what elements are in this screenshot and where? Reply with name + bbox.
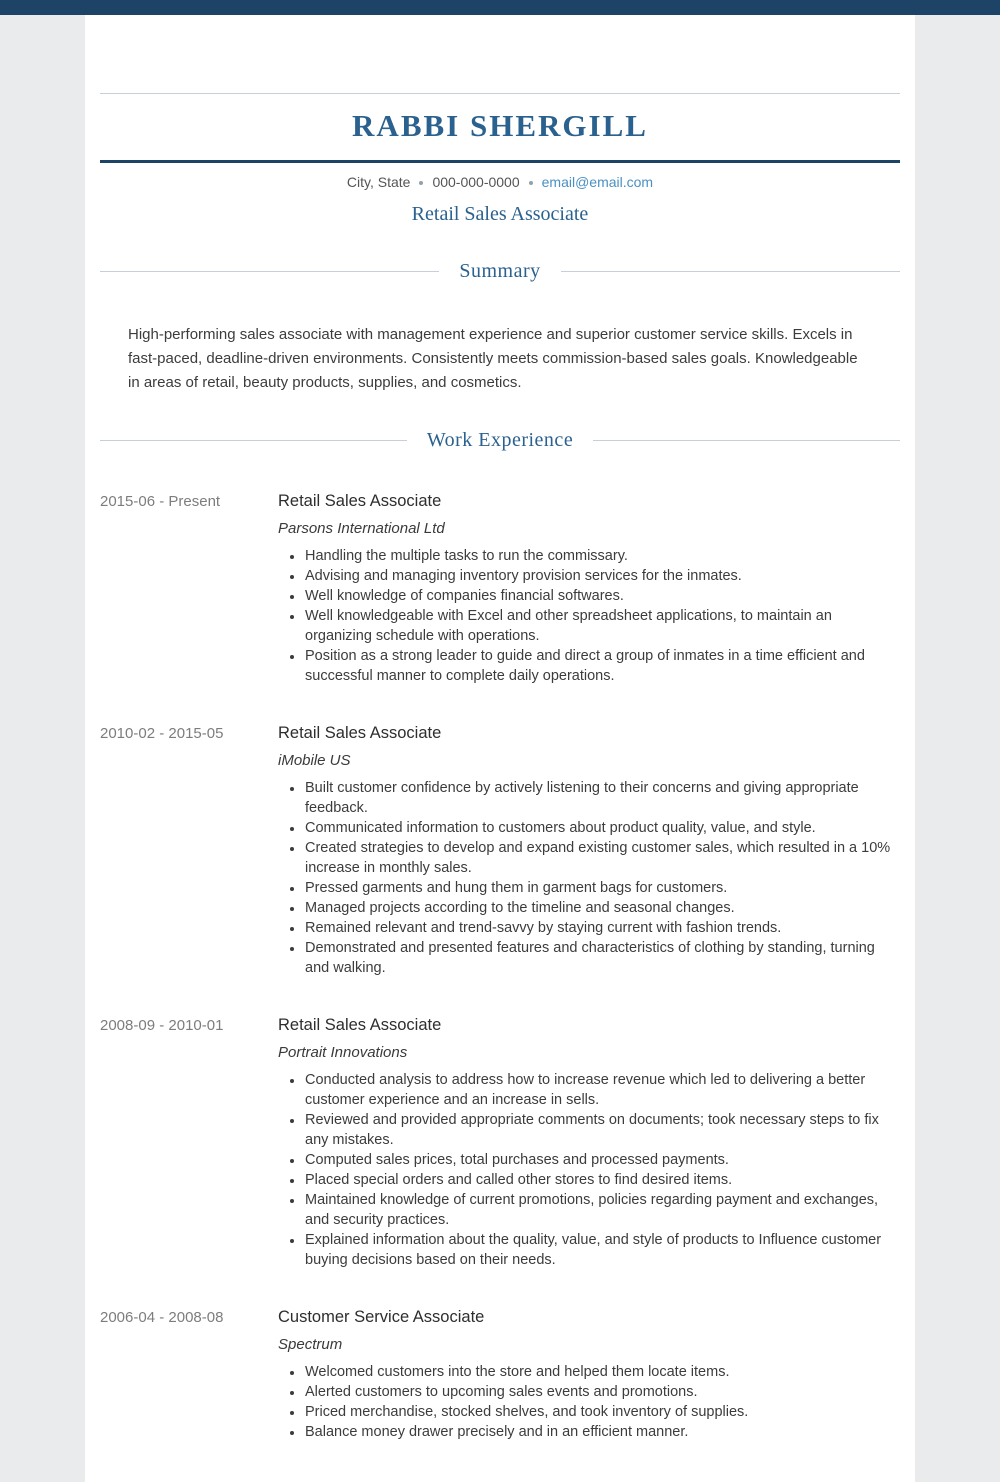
- job-company: Portrait Innovations: [278, 1044, 408, 1061]
- job-bullet: • Remained relevant and trend-savvy by staying current with fashion trends.: [304, 918, 900, 938]
- job-bullet: • Placed special orders and called other stores to find desired items.: [304, 1170, 900, 1190]
- summary-paragraph: High-performing sales associate with management experience and superior customer service skills. Excels in fast-paced, deadline-driven environments. Consistently meets commission-based sales goals. Knowledgeable in areas of retail, beauty products, supplies, and cosmetics.: [128, 326, 858, 391]
- job-title: Customer Service Associate: [278, 1308, 485, 1326]
- summary-section-heading: [100, 260, 900, 283]
- job-dates: 2008-09 - 2010-01: [100, 1017, 224, 1034]
- job-dates: 2010-02 - 2015-05: [100, 725, 224, 742]
- heading-rule-left: [100, 440, 407, 441]
- job-bullet: • Well knowledge of companies financial softwares.: [304, 586, 900, 606]
- job-bullet: • Created strategies to develop and expand existing customer sales, which resulted in a 10% increase in monthly sales.: [304, 838, 900, 878]
- contact-phone: 000-000-0000: [432, 174, 520, 190]
- separator-dot: [419, 181, 423, 185]
- job-bullet: • Pressed garments and hung them in garment bags for customers.: [304, 878, 900, 898]
- summary-heading-text: Summary: [459, 260, 541, 282]
- work-section-heading: [100, 429, 900, 452]
- job-bullet: • Explained information about the quality, value, and style of products to Influence customer buying decisions based on their needs.: [304, 1230, 900, 1270]
- resume-job-title: Retail Sales Associate: [411, 203, 589, 225]
- job-body: [278, 1016, 900, 1270]
- job-bullet: • Handling the multiple tasks to run the commissary.: [304, 546, 900, 566]
- job-company: Parsons International Ltd: [278, 520, 445, 537]
- job-bullet: • Alerted customers to upcoming sales events and promotions.: [304, 1382, 900, 1402]
- job-bullet: • Managed projects according to the timeline and seasonal changes.: [304, 898, 900, 918]
- job-title: Retail Sales Associate: [278, 724, 442, 742]
- job-entry: [100, 1016, 900, 1270]
- job-bullet: • Balance money drawer precisely and in an efficient manner.: [304, 1422, 900, 1442]
- job-bullet: • Position as a strong leader to guide and direct a group of inmates in a time efficient and successful manner to complete daily operations.: [304, 646, 900, 686]
- job-bullet: • Computed sales prices, total purchases and processed payments.: [304, 1150, 900, 1170]
- job-bullet: • Welcomed customers into the store and helped them locate items.: [304, 1362, 900, 1382]
- job-title: Retail Sales Associate: [278, 1016, 442, 1034]
- job-bullets: [278, 1070, 900, 1270]
- resume-page: [85, 15, 915, 1482]
- job-bullet: • Built customer confidence by actively listening to their concerns and giving appropriate feedback.: [304, 778, 900, 818]
- job-entry: [100, 724, 900, 978]
- job-bullet: • Communicated information to customers about product quality, value, and style.: [304, 818, 900, 838]
- separator-dot: [529, 181, 533, 185]
- jobs-list: [100, 492, 900, 1442]
- job-dates: 2006-04 - 2008-08: [100, 1309, 224, 1326]
- job-company: Spectrum: [278, 1336, 343, 1353]
- job-bullet: • Maintained knowledge of current promotions, policies regarding payment and exchanges, and security practices.: [304, 1190, 900, 1230]
- job-bullets: [278, 546, 900, 686]
- job-bullet: • Conducted analysis to address how to increase revenue which led to delivering a better customer experience and an increase in sells.: [304, 1070, 900, 1110]
- job-body: [278, 492, 900, 686]
- name-underline-rule: [100, 160, 900, 163]
- header-top-rule: [100, 93, 900, 94]
- contact-location: City, State: [346, 174, 411, 190]
- job-body: [278, 1308, 900, 1442]
- contact-email-link[interactable]: email@email.com: [541, 174, 654, 190]
- job-bullet: • Well knowledgeable with Excel and other spreadsheet applications, to maintain an organizing schedule with operations.: [304, 606, 900, 646]
- heading-rule-right: [593, 440, 900, 441]
- job-bullet: • Priced merchandise, stocked shelves, and took inventory of supplies.: [304, 1402, 900, 1422]
- top-accent-bar: [0, 0, 1000, 15]
- work-heading-text: Work Experience: [426, 429, 574, 451]
- heading-rule-left: [100, 271, 439, 272]
- job-company: iMobile US: [278, 752, 351, 769]
- job-dates: 2015-06 - Present: [100, 493, 221, 510]
- job-bullet: • Reviewed and provided appropriate comments on documents; took necessary steps to fix any mistakes.: [304, 1110, 900, 1150]
- job-body: [278, 724, 900, 978]
- job-bullets: [278, 778, 900, 978]
- resume-name: RABBI SHERGILL: [352, 108, 648, 143]
- job-title: Retail Sales Associate: [278, 492, 442, 510]
- job-bullets: [278, 1362, 900, 1442]
- contact-line: [100, 174, 900, 190]
- job-bullet: • Demonstrated and presented features and characteristics of clothing by standing, turning and walking.: [304, 938, 900, 978]
- job-entry: [100, 492, 900, 686]
- job-bullet: • Advising and managing inventory provision services for the inmates.: [304, 566, 900, 586]
- job-entry: [100, 1308, 900, 1442]
- heading-rule-right: [561, 271, 900, 272]
